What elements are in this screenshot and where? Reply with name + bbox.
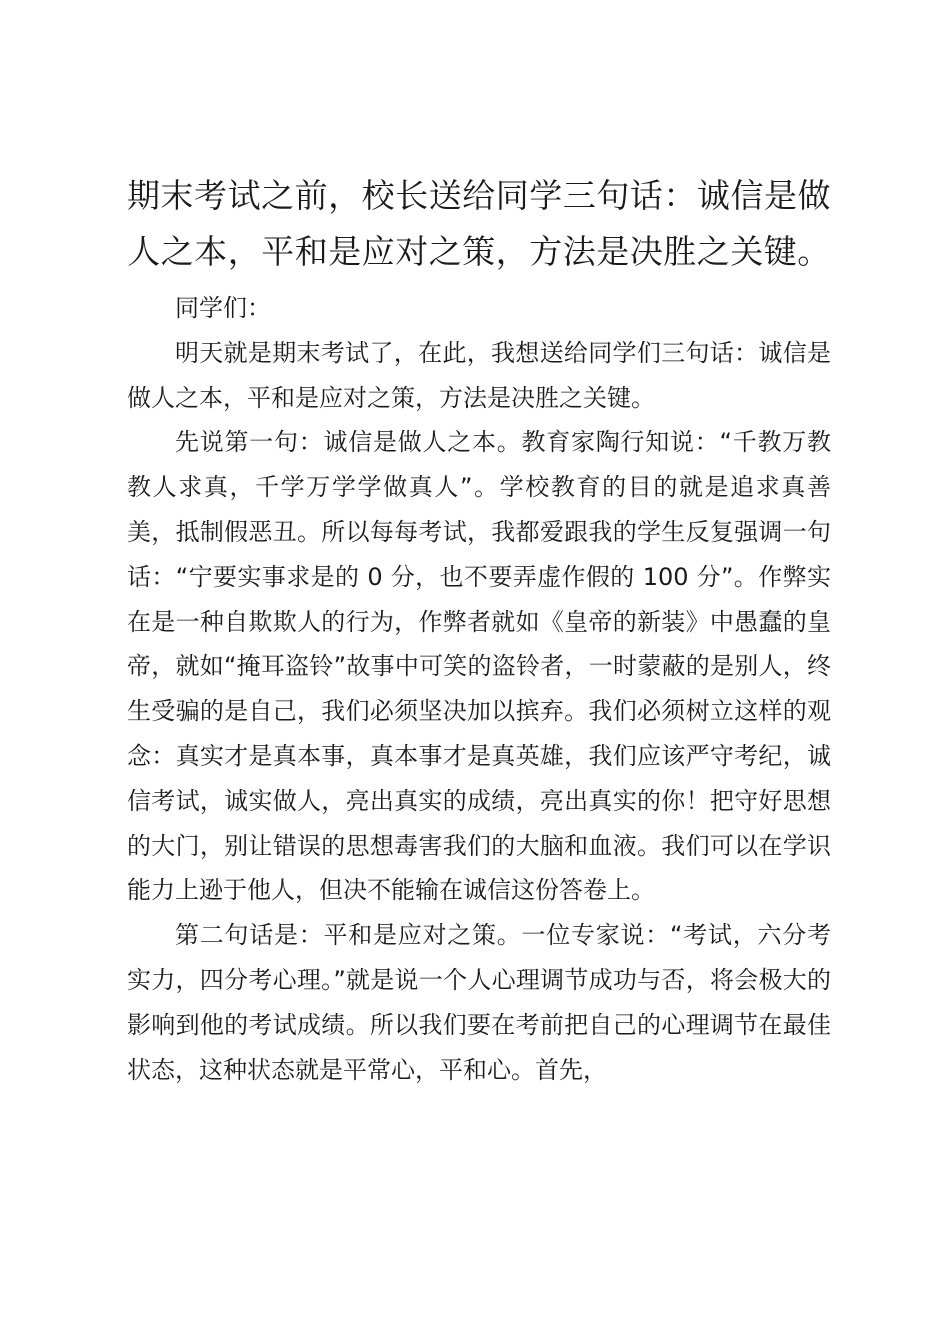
paragraph-intro: 明天就是期末考试了，在此，我想送给同学们三句话：诚信是做人之本，平和是应对之策，方法是决胜之关键。	[127, 338, 831, 412]
paragraph-integrity: 先说第一句：诚信是做人之本。教育家陶行知说：“千教万教教人求真，千学万学学做真人”。学校教育的目的就是追求真善美，抵制假恶丑。所以每每考试，我都爱跟我的学生反复强调一句话：“宁要实事求是的 0 分，也不要弄虚作假的 100 分”。作弊实在是一种自欺欺人的行为，作弊者就如《皇帝的新装》中愚蠢的皇帝，就如“掩耳盗铃”故事中可笑的盗铃者，一时蒙蔽的是别人，终生受骗的是自己，我们必须坚决加以摈弃。我们必须树立这样的观念：真实才是真本事，真本事才是真英雄，我们应该严守考纪，诚信考试，诚实做人，亮出真实的成绩，亮出真实的你！把守好思想的大门，别让错误的思想毒害我们的大脑和血液。我们可以在学识能力上逊于他人，但决不能输在诚信这份答卷上。	[127, 428, 831, 905]
paragraph-calmness: 第二句话是：平和是应对之策。一位专家说：“考试，六分考实力，四分考心理。”就是说一个人心理调节成功与否，将会极大的影响到他的考试成绩。所以我们要在考前把自己的心理调节在最佳状态，这种状态就是平常心，平和心。首先，	[127, 921, 831, 1084]
document-title: 期末考试之前，校长送给同学三句话：诚信是做人之本，平和是应对之策，方法是决胜之关键。	[127, 176, 831, 271]
salutation: 同学们：	[175, 294, 271, 322]
document-page	[127, 168, 831, 1092]
